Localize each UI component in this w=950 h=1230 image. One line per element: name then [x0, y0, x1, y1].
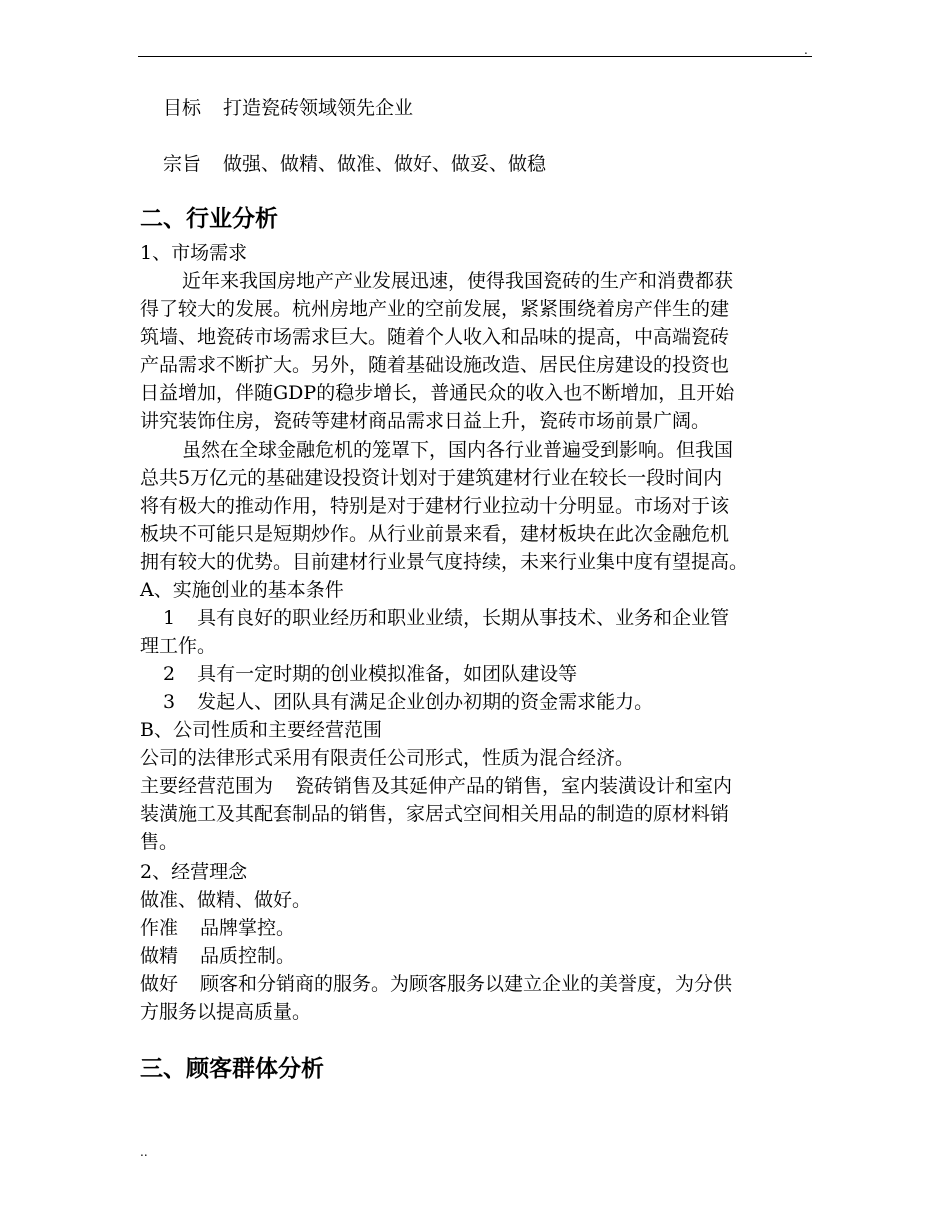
philosophy-label: 作准: [140, 917, 179, 939]
para2-line: 虽然在全球金融危机的笼罩下，国内各行业普遍受到影响。但我国: [182, 439, 734, 461]
business-scope-label: 主要经营范围为: [140, 775, 274, 797]
philosophy-label: 做精: [140, 945, 179, 967]
section-3-title: 三、顾客群体分析: [140, 1056, 324, 1082]
para2-line: 板块不可能只是短期炒作。从行业前景来看，建材板块在此次金融危机: [140, 523, 730, 545]
philosophy-subtitle: 2、经营理念: [140, 861, 248, 883]
philosophy-text: 品牌掌控。: [200, 917, 296, 939]
condition-item-3: [163, 688, 653, 716]
business-scope-cont: 售。: [140, 831, 179, 853]
section-2-title: 二、行业分析: [140, 206, 278, 232]
business-scope-line: [140, 772, 732, 800]
condition-item-1-cont: 理工作。: [140, 635, 217, 657]
condition-number: 2: [163, 663, 176, 685]
para2-line: 将有极大的推动作用，特别是对于建材行业拉动十分明显。市场对于该: [140, 495, 730, 517]
philosophy-summary: 做准、做精、做好。: [140, 889, 312, 911]
goal-label: 目标: [163, 97, 202, 119]
condition-item-1: [163, 604, 729, 632]
legal-form-line: 公司的法律形式采用有限责任公司形式，性质为混合经济。: [140, 747, 635, 769]
condition-item-2: [163, 660, 577, 688]
condition-number: 3: [163, 691, 176, 713]
condition-text: 具有一定时期的创业模拟准备，如团队建设等: [197, 663, 578, 685]
para2-line: 总共5万亿元的基础建设投资计划对于建筑建材行业在较长一段时间内: [140, 467, 723, 489]
philosophy-item-1: [140, 914, 295, 942]
goal-text: 打造瓷砖领域领先企业: [223, 97, 414, 119]
philosophy-item-2: [140, 942, 295, 970]
header-mark: .: [804, 43, 808, 57]
philosophy-item-3-cont: 方服务以提高质量。: [140, 1001, 312, 1023]
footer-mark: ..: [140, 1145, 148, 1159]
para1-line: 筑墙、地瓷砖市场需求巨大。随着个人收入和品味的提高，中高端瓷砖: [140, 326, 730, 348]
para1-line: 日益增加，伴随GDP的稳步增长，普通民众的收入也不断增加，且开始: [140, 382, 735, 404]
philosophy-text: 品质控制。: [200, 945, 296, 967]
para1-line: 讲究装饰住房，瓷砖等建材商品需求日益上升，瓷砖市场前景广阔。: [140, 410, 711, 432]
section-a-title: A、实施创业的基本条件: [140, 579, 344, 601]
header-rule: [138, 56, 812, 57]
condition-number: 1: [163, 607, 176, 629]
condition-text: 具有良好的职业经历和职业业绩，长期从事技术、业务和企业管: [197, 607, 730, 629]
para1-line: 近年来我国房地产产业发展迅速，使得我国瓷砖的生产和消费都获: [182, 270, 734, 292]
goal-line: [163, 94, 413, 122]
para2-line: 拥有较大的优势。目前建材行业景气度持续，未来行业集中度有望提高。: [140, 551, 749, 573]
tenet-text: 做强、做精、做准、做好、做妥、做稳: [223, 153, 547, 175]
philosophy-label: 做好: [140, 973, 179, 995]
market-demand-subtitle: 1、市场需求: [140, 242, 248, 264]
para1-line: 得了较大的发展。杭州房地产业的空前发展，紧紧围绕着房产伴生的建: [140, 298, 730, 320]
business-scope-text: 瓷砖销售及其延伸产品的销售，室内装潢设计和室内: [295, 775, 733, 797]
para1-line: 产品需求不断扩大。另外，随着基础设施改造、居民住房建设的投资也: [140, 354, 730, 376]
section-b-title: B、公司性质和主要经营范围: [140, 719, 382, 741]
condition-text: 发起人、团队具有满足企业创办初期的资金需求能力。: [197, 691, 654, 713]
tenet-label: 宗旨: [163, 153, 202, 175]
philosophy-text: 顾客和分销商的服务。为顾客服务以建立企业的美誉度，为分供: [200, 973, 733, 995]
business-scope-cont: 装潢施工及其配套制品的销售，家居式空间相关用品的制造的原材料销: [140, 803, 730, 825]
philosophy-item-3: [140, 970, 732, 998]
tenet-line: [163, 150, 546, 178]
